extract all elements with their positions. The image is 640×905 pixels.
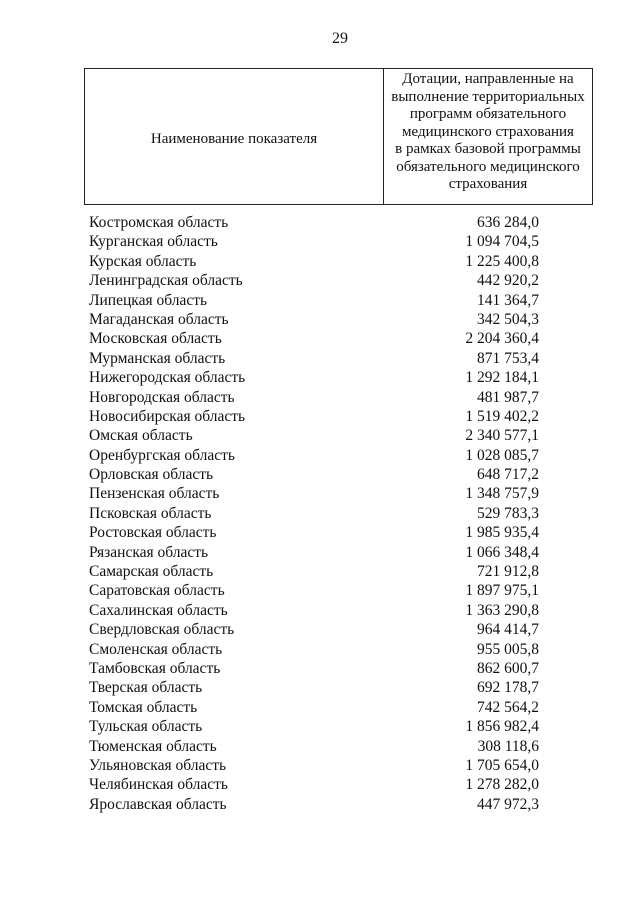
header-line: программ обязательного (409, 106, 567, 122)
table-row (89, 775, 539, 794)
table-row (89, 388, 539, 407)
table-row (89, 504, 539, 523)
subsidy-value: 1 856 982,4 (465, 718, 539, 736)
subsidy-value: 1 278 282,0 (465, 776, 539, 794)
region-name: Свердловская область (89, 621, 235, 639)
subsidy-value: 871 753,4 (477, 349, 539, 367)
table-row (89, 484, 539, 503)
header-line: в рамках базовой программы (395, 141, 581, 157)
subsidy-value: 964 414,7 (477, 621, 539, 639)
subsidy-value: 862 600,7 (477, 659, 539, 677)
region-name: Новгородская область (89, 388, 235, 406)
table-row (89, 678, 539, 697)
table-row (89, 426, 539, 445)
subsidy-value: 1 028 085,7 (465, 446, 539, 464)
table-row (89, 543, 539, 562)
region-name: Тульская область (89, 718, 203, 736)
subsidy-value: 742 564,2 (477, 698, 539, 716)
table-row (89, 581, 539, 600)
table-row (89, 737, 539, 756)
region-name: Костромская область (89, 214, 229, 231)
region-name: Липецкая область (89, 291, 208, 309)
table-row (89, 659, 539, 678)
table-row (89, 640, 539, 659)
region-name: Курганская область (89, 233, 218, 251)
region-name: Ленинградская область (89, 272, 243, 290)
region-name: Ярославская область (89, 795, 227, 813)
region-name: Мурманская область (89, 349, 226, 367)
subsidy-value: 2 204 360,4 (465, 330, 539, 348)
header-subsidies (384, 69, 592, 204)
subsidy-value: 648 717,2 (477, 466, 539, 484)
table-row (89, 717, 539, 736)
subsidy-value: 447 972,3 (477, 795, 539, 813)
region-name: Тверская область (89, 679, 203, 697)
region-name: Ростовская область (89, 524, 217, 542)
subsidy-value: 529 783,3 (477, 504, 539, 522)
subsidy-value: 141 364,7 (477, 291, 539, 309)
region-name: Самарская область (89, 563, 214, 581)
subsidy-value: 1 348 757,9 (465, 485, 539, 503)
table-row (89, 698, 539, 717)
region-name: Рязанская область (89, 543, 209, 561)
region-name: Магаданская область (89, 310, 229, 328)
subsidy-value: 1 363 290,8 (465, 601, 539, 619)
table-row (89, 562, 539, 581)
subsidy-value: 1 094 704,5 (465, 233, 539, 251)
table-row (89, 601, 539, 620)
table-header (84, 68, 593, 205)
subsidy-value: 1 897 975,1 (465, 582, 539, 600)
subsidy-value: 692 178,7 (477, 679, 539, 697)
header-line: обязательного медицинского (396, 158, 580, 175)
subsidy-value: 1 225 400,8 (465, 252, 539, 270)
table-row (89, 252, 539, 271)
subsidy-value: 636 284,0 (477, 214, 539, 231)
region-name: Омская область (89, 427, 193, 445)
table-row (89, 291, 539, 310)
region-name: Томская область (89, 698, 198, 716)
table-row (89, 213, 539, 232)
subsidy-value: 1 066 348,4 (465, 543, 539, 561)
region-name: Новосибирская область (89, 407, 246, 425)
region-name: Оренбургская область (89, 446, 235, 464)
subsidy-value: 1 292 184,1 (465, 369, 539, 387)
region-name: Пензенская область (89, 485, 220, 503)
table-row (89, 795, 539, 814)
table-row (89, 446, 539, 465)
subsidy-value: 955 005,8 (477, 640, 539, 658)
table-row (89, 368, 539, 387)
table-body (89, 213, 539, 814)
table-row (89, 620, 539, 639)
subsidy-value: 481 987,7 (477, 388, 539, 406)
table-row (89, 271, 539, 290)
region-name: Тамбовская область (89, 659, 221, 677)
subsidy-value: 1 519 402,2 (465, 407, 539, 425)
subsidy-value: 342 504,3 (477, 310, 539, 328)
region-name: Орловская область (89, 466, 214, 484)
region-name: Ульяновская область (89, 756, 227, 774)
table-row (89, 407, 539, 426)
subsidy-value: 1 985 935,4 (465, 524, 539, 542)
region-name: Курская область (89, 252, 197, 270)
header-line: страхования (448, 176, 528, 192)
region-name: Московская область (89, 330, 222, 348)
region-name: Псковская область (89, 504, 212, 522)
header-line: Дотации, направленные на (402, 71, 574, 87)
table-row (89, 310, 539, 329)
table-row (89, 465, 539, 484)
subsidy-value: 442 920,2 (477, 272, 539, 290)
subsidy-value: 1 705 654,0 (465, 756, 539, 774)
region-name: Смоленская область (89, 640, 223, 658)
region-name: Сахалинская область (89, 601, 228, 619)
region-name: Челябинская область (89, 776, 228, 794)
table-row (89, 523, 539, 542)
subsidy-value: 2 340 577,1 (465, 427, 539, 445)
table-row (89, 232, 539, 251)
table-row (89, 329, 539, 348)
region-name: Саратовская область (89, 582, 225, 600)
header-line: медицинского страхования (402, 123, 574, 140)
table-row (89, 349, 539, 368)
region-name: Тюменская область (89, 737, 217, 755)
region-name: Нижегородская область (89, 369, 246, 387)
subsidy-value: 721 912,8 (477, 563, 539, 581)
header-indicator-name: Наименование показателя (85, 69, 384, 204)
header-line: выполнение территориальных (391, 88, 585, 105)
subsidy-value: 308 118,6 (477, 737, 539, 755)
page-number: 29 (332, 30, 348, 47)
table-row (89, 756, 539, 775)
